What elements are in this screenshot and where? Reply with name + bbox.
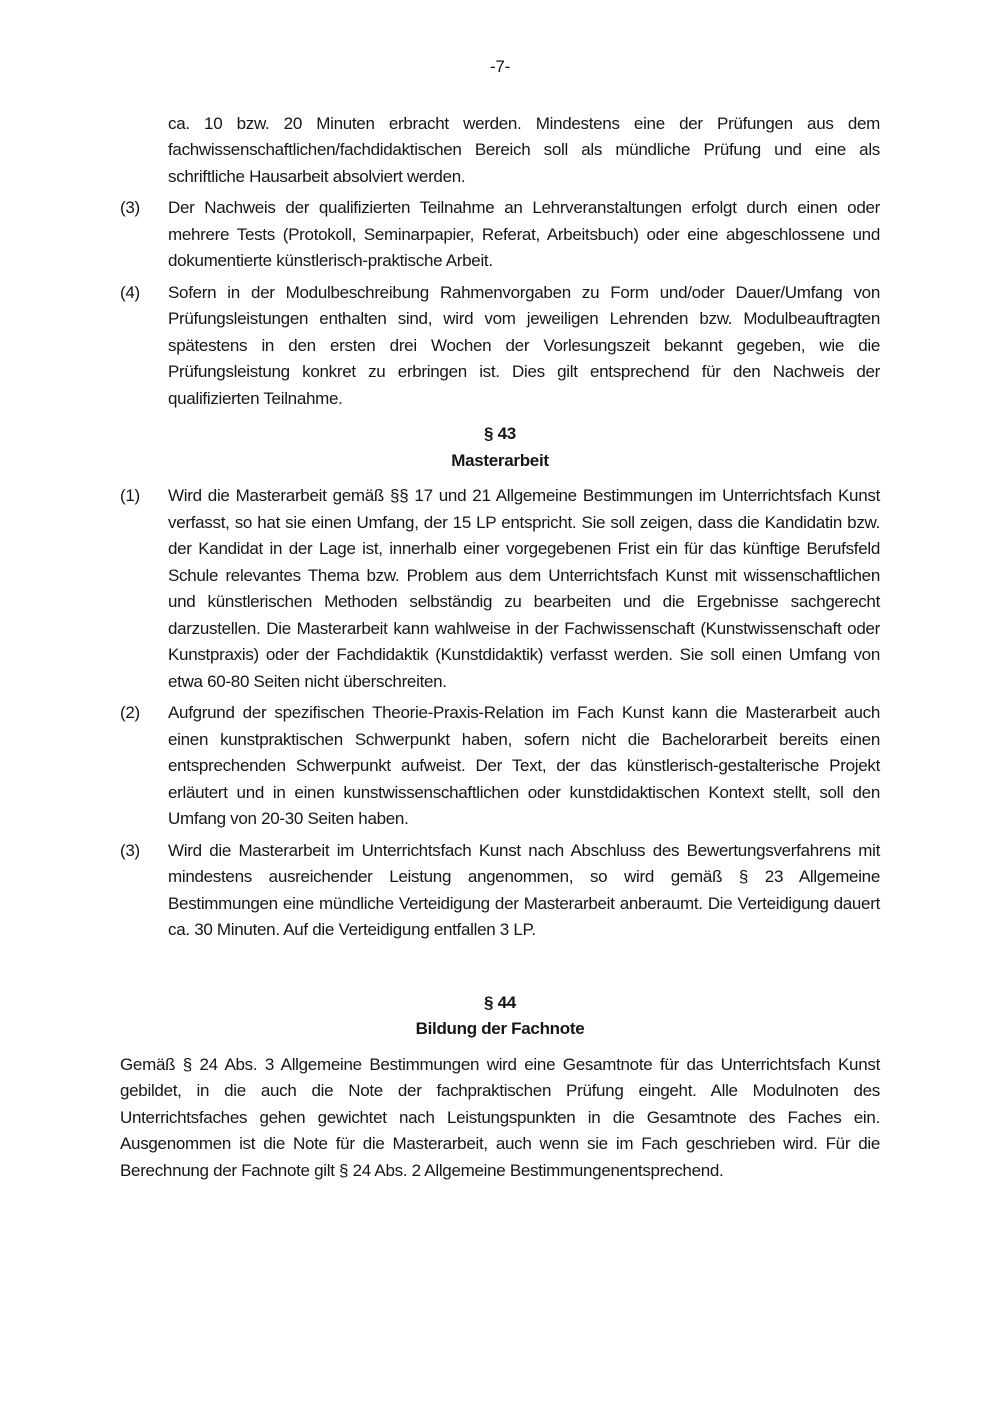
section-43-title: Masterarbeit [451,450,549,470]
paragraph-text: Sofern in der Modulbeschreibung Rahmenvorgaben zu Form und/oder Dauer/Umfang von Prüfungsleistungen enthalten sind, wird vom jeweiligen Lehrenden bzw. Modulbeauftragten spätestens in den ersten drei Wochen der Vorlesungszeit bekannt gegeben, wie die Prüfungsleistung konkret zu erbringen ist. Dies gilt entsprechend für den Nachweis der qualifizierten Teilnahme. [168,282,880,408]
page-number: -7- [490,57,510,76]
paragraph-text: Wird die Masterarbeit gemäß §§ 17 und 21 Allgemeine Bestimmungen im Unterrichtsfach Kunst verfasst, so hat sie einen Umfang, der 15 LP entspricht. Sie soll zeigen, dass die Kandidatin bzw. der Kandidat in der Lage ist, innerhalb einer vorgegebenen Frist ein für das künftige Berufsfeld Schule relevantes Thema bzw. Problem aus dem Unterrichtsfach Kunst mit wissenschaftlichen und künstlerischen Methoden selbständig zu bearbeiten und die Ergebnisse sachgerecht darzustellen. Die Masterarbeit kann wahlweise in der Fachwissenschaft (Kunstwissenschaft oder Kunstpraxis) oder der Fachdidaktik (Kunstdidaktik) verfasst werden. Sie soll einen Umfang von etwa 60-80 Seiten nicht überschreiten. [168,486,880,691]
paragraph-text: Der Nachweis der qualifizierten Teilnahme an Lehrveranstaltungen erfolgt durch einen oder mehrere Tests (Protokoll, Seminarpapier, Referat, Arbeitsbuch) oder eine abgeschlossene und dokumentierte künstlerisch-praktische Arbeit. [168,198,880,270]
section-43-paragraph-3 [120,838,880,944]
numbered-paragraph-4 [120,280,880,413]
paragraph-number: (3) [120,198,140,217]
section-44-number: § 44 [484,992,516,1012]
paragraph-number: (1) [120,486,140,505]
paragraph-number: (4) [120,282,140,302]
section-43-number: § 43 [484,424,516,443]
section-43-heading [120,421,880,474]
paragraph-number: (2) [120,703,140,722]
numbered-paragraph-3 [120,195,880,275]
section-43-paragraph-1 [120,483,880,695]
paragraph-text: Wird die Masterarbeit im Unterrichtsfach Kunst nach Abschluss des Bewertungsverfahrens mit mindestens ausreichender Leistung angenommen, so wird gemäß § 23 Allgemeine Bestimmungen eine mündliche Verteidigung der Masterarbeit anberaumt. Die Verteidigung dauert ca. 30 Minuten. Auf die Verteidigung entfallen 3 LP. [168,840,880,939]
paragraph-continuation: ca. 10 bzw. 20 Minuten erbracht werden. Mindestens eine der Prüfungen aus dem fachwissenschaftlichen/fachdidaktischen Bereich soll als mündliche Prüfung und eine als schriftliche Hausarbeit absolviert werden. [168,113,880,186]
section-43-paragraph-2 [120,700,880,833]
section-44-body: Gemäß § 24 Abs. 3 Allgemeine Bestimmungen wird eine Gesamtnote für das Unterrichtsfach Kunst gebildet, in die auch die Note der fachpraktischen Prüfung eingeht. Alle Modulnoten des Unterrichtsfaches gehen gewichtet nach Leistungspunkten in die Gesamtnote des Faches ein. Ausgenommen ist die Note für die Masterarbeit, auch wenn sie im Fach geschrieben wird. Für die Berechnung der Fachnote gilt § 24 Abs. 2 Allgemeine Bestimmungenentsprechend. [120,1054,880,1180]
paragraph-number: (3) [120,840,140,860]
paragraph-text: Aufgrund der spezifischen Theorie-Praxis-Relation im Fach Kunst kann die Masterarbeit auch einen kunstpraktischen Schwerpunkt haben, sofern nicht die Bachelorarbeit bereits einen entsprechenden Schwerpunkt aufweist. Der Text, der das künstlerisch-gestalterische Projekt erläutert und in einen kunstwissenschaftlichen oder kunstdidaktischen Kontext stellt, soll den Umfang von 20-30 Seiten haben. [168,703,880,828]
section-44-title: Bildung der Fachnote [415,1019,585,1038]
section-44-heading [120,990,880,1043]
